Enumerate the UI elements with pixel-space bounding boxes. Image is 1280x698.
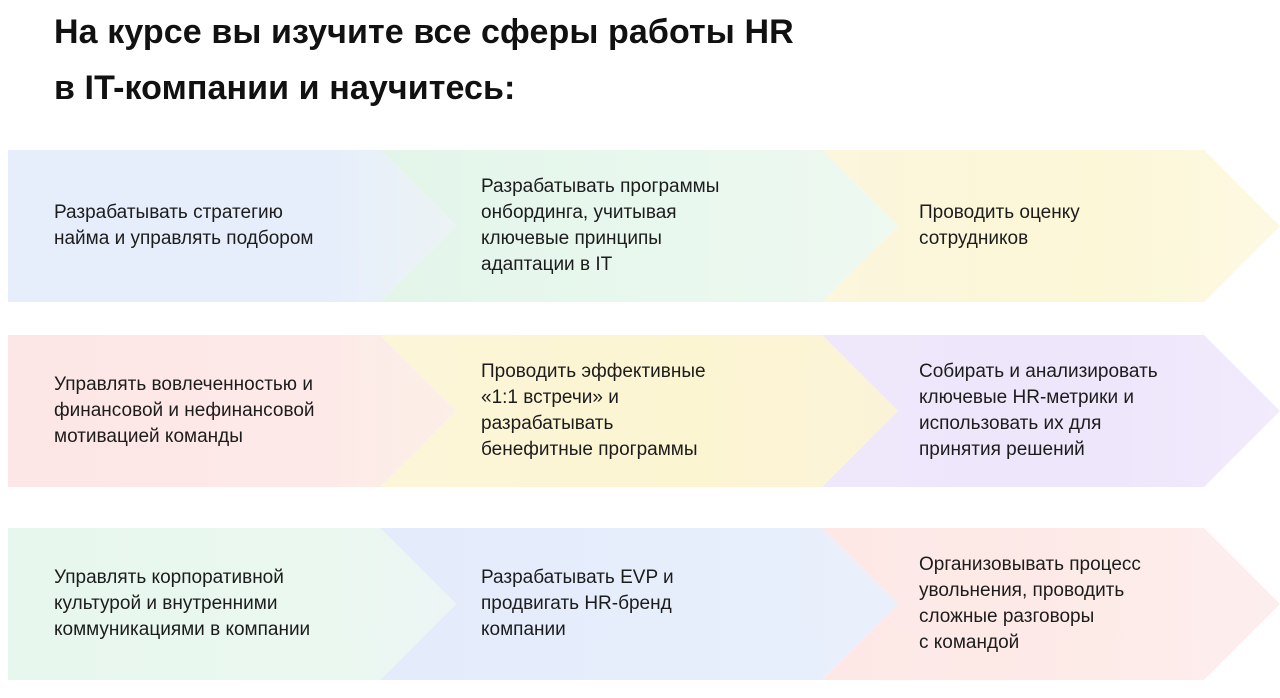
skill-text-line: коммуникациями в компании bbox=[54, 619, 311, 640]
skill-text-line: Управлять корпоративной bbox=[54, 567, 284, 588]
heading-line-2: в IT-компании и научитесь: bbox=[54, 69, 516, 107]
heading-line-1: На курсе вы изучите все сферы работы HR bbox=[54, 13, 794, 51]
skill-text-line: сложные разговоры bbox=[919, 606, 1095, 627]
skill-item-one-on-one bbox=[481, 335, 801, 487]
skill-text-line: финансовой и нефинансовой bbox=[54, 400, 315, 421]
skill-text-line: онбординга, учитывая bbox=[481, 202, 677, 223]
skill-text-line: Разрабатывать EVP и bbox=[481, 567, 674, 588]
skill-item-assessment bbox=[919, 150, 1239, 302]
skill-text-line: адаптации в IT bbox=[481, 254, 613, 275]
skill-text-line: сотрудников bbox=[919, 228, 1029, 249]
skill-text-line: с командой bbox=[919, 632, 1020, 653]
skill-text-line: Собирать и анализировать bbox=[919, 361, 1158, 382]
skill-item-evp-brand bbox=[481, 528, 801, 680]
skill-text-line: Управлять вовлеченностью и bbox=[54, 374, 313, 395]
skill-text-line: найма и управлять подбором bbox=[54, 228, 314, 249]
skill-text-line: Проводить оценку bbox=[919, 202, 1080, 223]
skill-item-offboarding bbox=[919, 528, 1239, 680]
skill-text-line: использовать их для bbox=[919, 413, 1102, 434]
skill-text-line: ключевые принципы bbox=[481, 228, 662, 249]
skill-item-corporate-culture bbox=[54, 528, 384, 680]
skill-text-line: Разрабатывать программы bbox=[481, 176, 720, 197]
skill-text-line: компании bbox=[481, 619, 566, 640]
skill-text-line: мотивацией команды bbox=[54, 426, 243, 447]
skill-item-engagement bbox=[54, 335, 384, 487]
skill-text-line: «1:1 встречи» и bbox=[481, 387, 619, 408]
skill-text-line: Проводить эффективные bbox=[481, 361, 706, 382]
skill-text-line: культурой и внутренними bbox=[54, 593, 278, 614]
skill-text-line: Разрабатывать стратегию bbox=[54, 202, 283, 223]
skill-item-hiring-strategy bbox=[54, 150, 384, 302]
skill-text-line: Организовывать процесс bbox=[919, 554, 1141, 575]
skill-item-onboarding bbox=[481, 150, 801, 302]
skill-text-line: принятия решений bbox=[919, 439, 1085, 460]
skill-text-line: разрабатывать bbox=[481, 413, 614, 434]
skills-row-3 bbox=[8, 528, 1280, 680]
skill-text-line: увольнения, проводить bbox=[919, 580, 1125, 601]
skill-text-line: бенефитные программы bbox=[481, 439, 698, 460]
skill-text-line: продвигать HR-бренд bbox=[481, 593, 672, 614]
skill-text-line: ключевые HR-метрики и bbox=[919, 387, 1134, 408]
skills-row-2 bbox=[8, 335, 1280, 487]
skill-item-hr-metrics bbox=[919, 335, 1239, 487]
page-heading bbox=[54, 4, 794, 116]
skills-row-1 bbox=[8, 150, 1280, 302]
